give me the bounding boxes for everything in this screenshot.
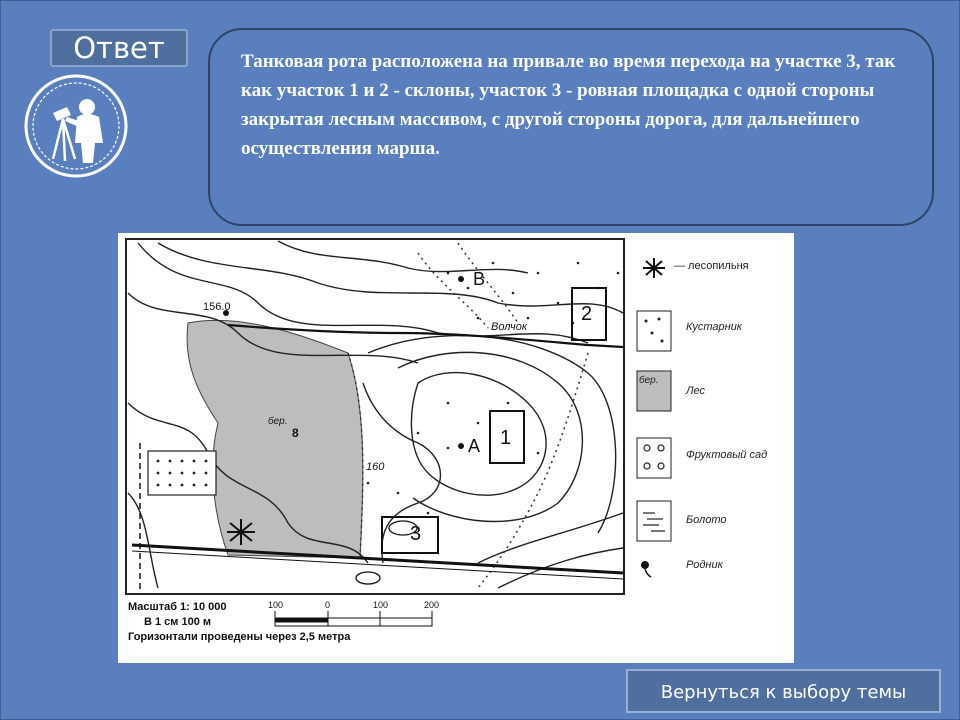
area-1-label: 1 <box>500 427 512 449</box>
forest-num: 8 <box>292 426 299 440</box>
back-to-topics-button[interactable]: Вернуться к выбору темы <box>626 669 941 713</box>
legend-sawmill-icon <box>643 258 665 278</box>
contour-label: 160 <box>366 461 385 473</box>
legend-forest-icon-text: бер. <box>639 375 659 386</box>
point-a: А <box>468 436 481 456</box>
sawmill-icon <box>227 519 255 545</box>
scale-title: Масштаб 1: 10 000 <box>128 601 227 613</box>
legend-shrub-label: Кустарник <box>686 321 742 333</box>
legend-swamp-label: Болото <box>686 514 727 526</box>
legend-sawmill-label: — лесопильня <box>674 260 749 272</box>
river-label: Волчок <box>491 321 528 333</box>
scale-subtitle: В 1 см 100 м <box>144 616 212 628</box>
scale-tick: 0 <box>325 600 331 610</box>
map-drawing <box>118 233 794 663</box>
answer-badge: Ответ <box>50 29 188 67</box>
answer-panel <box>208 28 934 226</box>
answer-text: Танковая рота расположена на привале во время перехода на участке 3, так как участок 1 и 2 - склоны, участок 3 - ровная площадка с одной стороны закрытая лесным массивом, с другой стороны дорога, для дальнейшего осуществления марша. <box>241 51 896 159</box>
scale-contour-note: Горизонтали проведены через 2,5 метра <box>128 631 351 643</box>
legend-spring-label: Родник <box>686 559 723 571</box>
legend-forest-label: Лес <box>686 385 706 397</box>
legend-orchard-label: Фруктовый сад <box>686 449 768 461</box>
area-2-label: 2 <box>581 303 593 325</box>
point-b: В <box>473 269 486 289</box>
area-3-label: 3 <box>410 523 422 545</box>
scale-tick: 100 <box>373 600 389 610</box>
height-mark: 156.0 <box>203 301 231 313</box>
scale-tick: 100 <box>268 600 284 610</box>
legend-spring-icon <box>641 561 651 577</box>
forest-label: бер. <box>268 416 288 427</box>
scale-tick: 200 <box>424 600 440 610</box>
topographer-logo-icon <box>23 73 129 179</box>
topographic-map <box>118 233 794 663</box>
